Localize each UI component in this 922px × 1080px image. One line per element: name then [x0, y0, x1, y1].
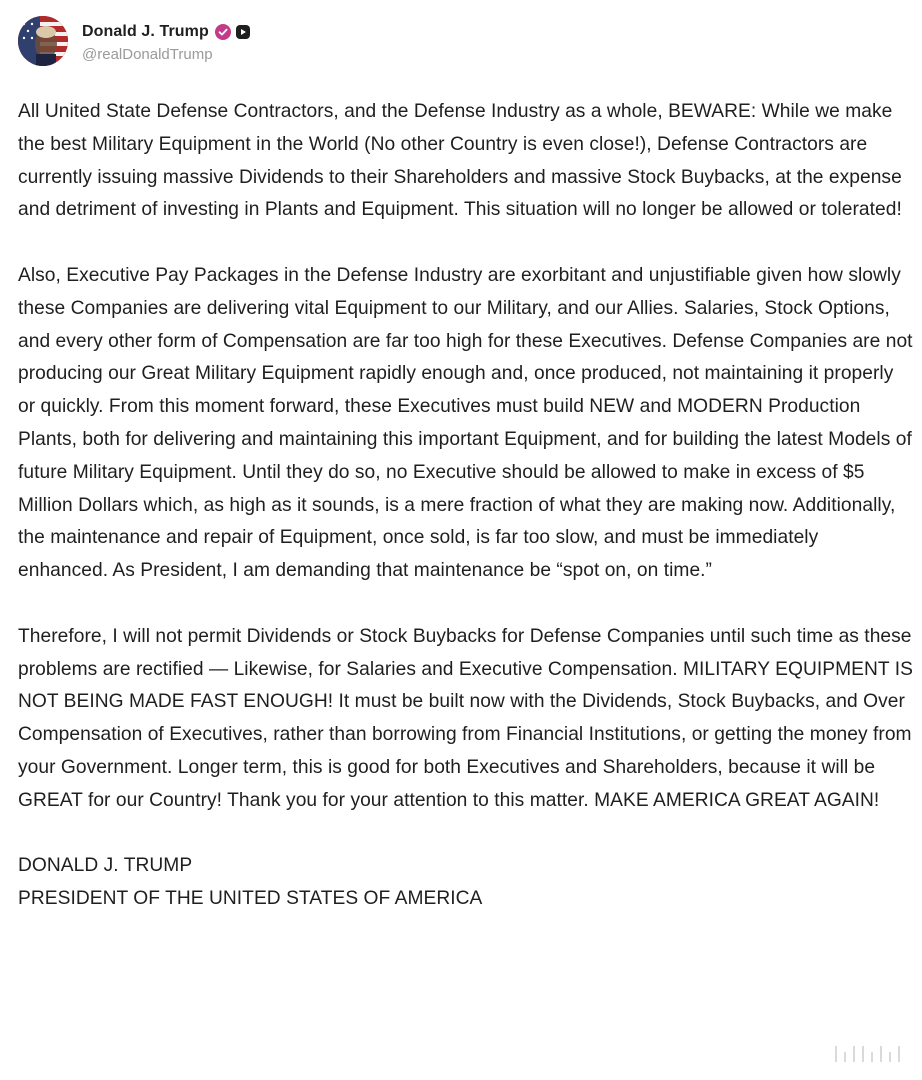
post-signature [18, 850, 913, 916]
watermark-mark [835, 1046, 837, 1062]
play-media-icon[interactable] [236, 25, 250, 39]
post-header [18, 16, 250, 66]
avatar[interactable] [18, 16, 68, 66]
watermark-mark [889, 1052, 891, 1062]
watermark-mark [880, 1046, 882, 1062]
post-paragraph-2: Also, Executive Pay Packages in the Defense Industry are exorbitant and unjustifiable given how slowly these Companies are delivering vital Equipment to our Military, and our Allies. Salaries, Stock Options, and every other form of Compensation are far too high for these Executives. Defense Companies are not producing our Great Military Equipment rapidly enough and, once produced, not maintaining it properly or quickly. From this moment forward, these Executives must build NEW and MODERN Production Plants, both for delivering and maintaining this important Equipment, and for building the latest Models of future Military Equipment. Until they do so, no Executive should be allowed to make in excess of $5 Million Dollars which, as high as it sounds, is a mere fraction of what they are making now. Additionally, the maintenance and repair of Equipment, once sold, is far too slow, and must be immediately enhanced. As President, I am demanding that maintenance be “spot on, on time.” [18, 264, 913, 582]
verified-badge-icon [215, 24, 231, 40]
post-body [18, 96, 913, 916]
watermark-mark [871, 1052, 873, 1062]
watermark [828, 1046, 900, 1062]
author-handle[interactable]: @realDonaldTrump [82, 45, 213, 63]
post-paragraph-3: Therefore, I will not permit Dividends or Stock Buybacks for Defense Companies until such time as these problems are rectified — Likewise, for Salaries and Executive Compensation. MILITARY EQUIPMENT IS NOT BEING MADE FAST ENOUGH! It must be built now with the Dividends, Stock Buybacks, and Over Compensation of Executives, rather than borrowing from Financial Institutions, or getting the money from your Government. Longer term, this is good for both Executives and Shareholders, because it will be GREAT for our Country! Thank you for your attention to this matter. MAKE AMERICA GREAT AGAIN! [18, 625, 913, 811]
watermark-mark [898, 1046, 900, 1062]
signature-title: PRESIDENT OF THE UNITED STATES OF AMERICA [18, 888, 483, 910]
author-identity [82, 20, 250, 63]
name-row [82, 20, 250, 44]
watermark-mark [853, 1046, 855, 1062]
author-display-name[interactable]: Donald J. Trump [82, 22, 209, 40]
signature-name: DONALD J. TRUMP [18, 855, 193, 877]
post-paragraph-1: All United State Defense Contractors, and the Defense Industry as a whole, BEWARE: While we make the best Military Equipment in the World (No other Country is even close!), Defense Contractors are currently issuing massive Dividends to their Shareholders and massive Stock Buybacks, at the expense and detriment of investing in Plants and Equipment. This situation will no longer be allowed or tolerated! [18, 101, 902, 221]
watermark-mark [844, 1052, 846, 1062]
flag-portrait-avatar-icon [18, 16, 68, 66]
watermark-mark [862, 1046, 864, 1062]
